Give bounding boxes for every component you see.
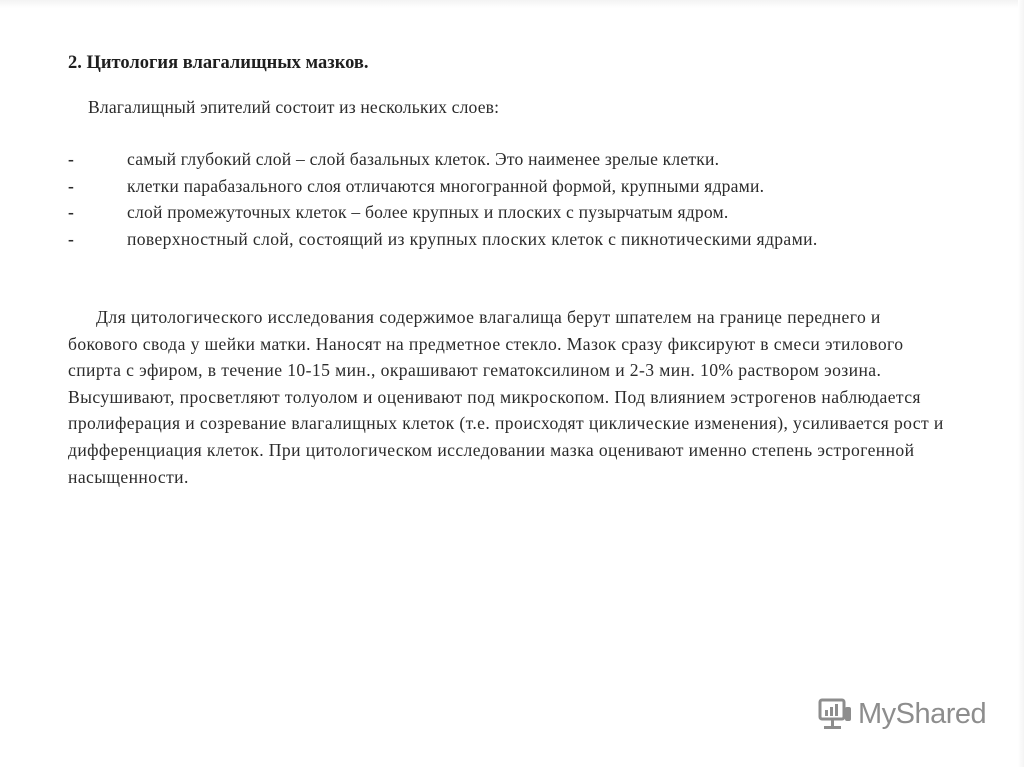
myshared-watermark <box>818 697 986 731</box>
epithelium-layer-list <box>68 146 948 252</box>
layer-text: поверхностный слой, состоящий из крупных плоских клеток с пикнотическими ядрами. <box>127 228 818 249</box>
bullet-dash: - <box>68 228 74 249</box>
bullet-dash: - <box>68 175 74 196</box>
bullet-dash: - <box>68 202 74 223</box>
method-paragraph: Для цитологического исследования содержимое влагалища берут шпателем на границе переднего и бокового свода у шейки матки. Наносят на предметное стекло. Мазок сразу фиксируют в смеси этилового спирта с эфиром, в течение 10-15 мин., окрашивают гематоксилином и 2-3 мин. 10% раствором эозина. Высушивают, просветляют толуолом и оценивают под микроскопом. Под влиянием эстрогенов наблюдается пролиферация и созревание влагалищных клеток (т.е. происходят циклические изменения), усиливается рост и дифференциация клеток. При цитологическом исследовании мазка оценивают именно степень эстрогенной насыщенности. <box>68 307 944 487</box>
layer-item-superficial <box>68 226 948 252</box>
section-heading: 2. Цитология влагалищных мазков. <box>68 53 369 73</box>
presentation-board-icon <box>818 697 854 731</box>
slide-frame-right <box>1018 0 1024 767</box>
slide-frame-top <box>0 0 1024 8</box>
watermark-text: MyShared <box>858 697 987 730</box>
layer-text: клетки парабазального слоя отличаются многогранной формой, крупными ядрами. <box>127 175 765 196</box>
layer-item-parabasal <box>68 173 948 199</box>
layer-text: слой промежуточных клеток – более крупных и плоских с пузырчатым ядром. <box>127 202 729 223</box>
layer-text: самый глубокий слой – слой базальных клеток. Это наименее зрелые клетки. <box>127 149 720 170</box>
intro-paragraph: Влагалищный эпителий состоит из нескольких слоев: <box>88 97 500 117</box>
layer-item-intermediate <box>68 199 948 225</box>
bullet-dash: - <box>68 149 74 170</box>
slide-content <box>68 50 948 490</box>
layer-item-basal <box>68 146 948 172</box>
